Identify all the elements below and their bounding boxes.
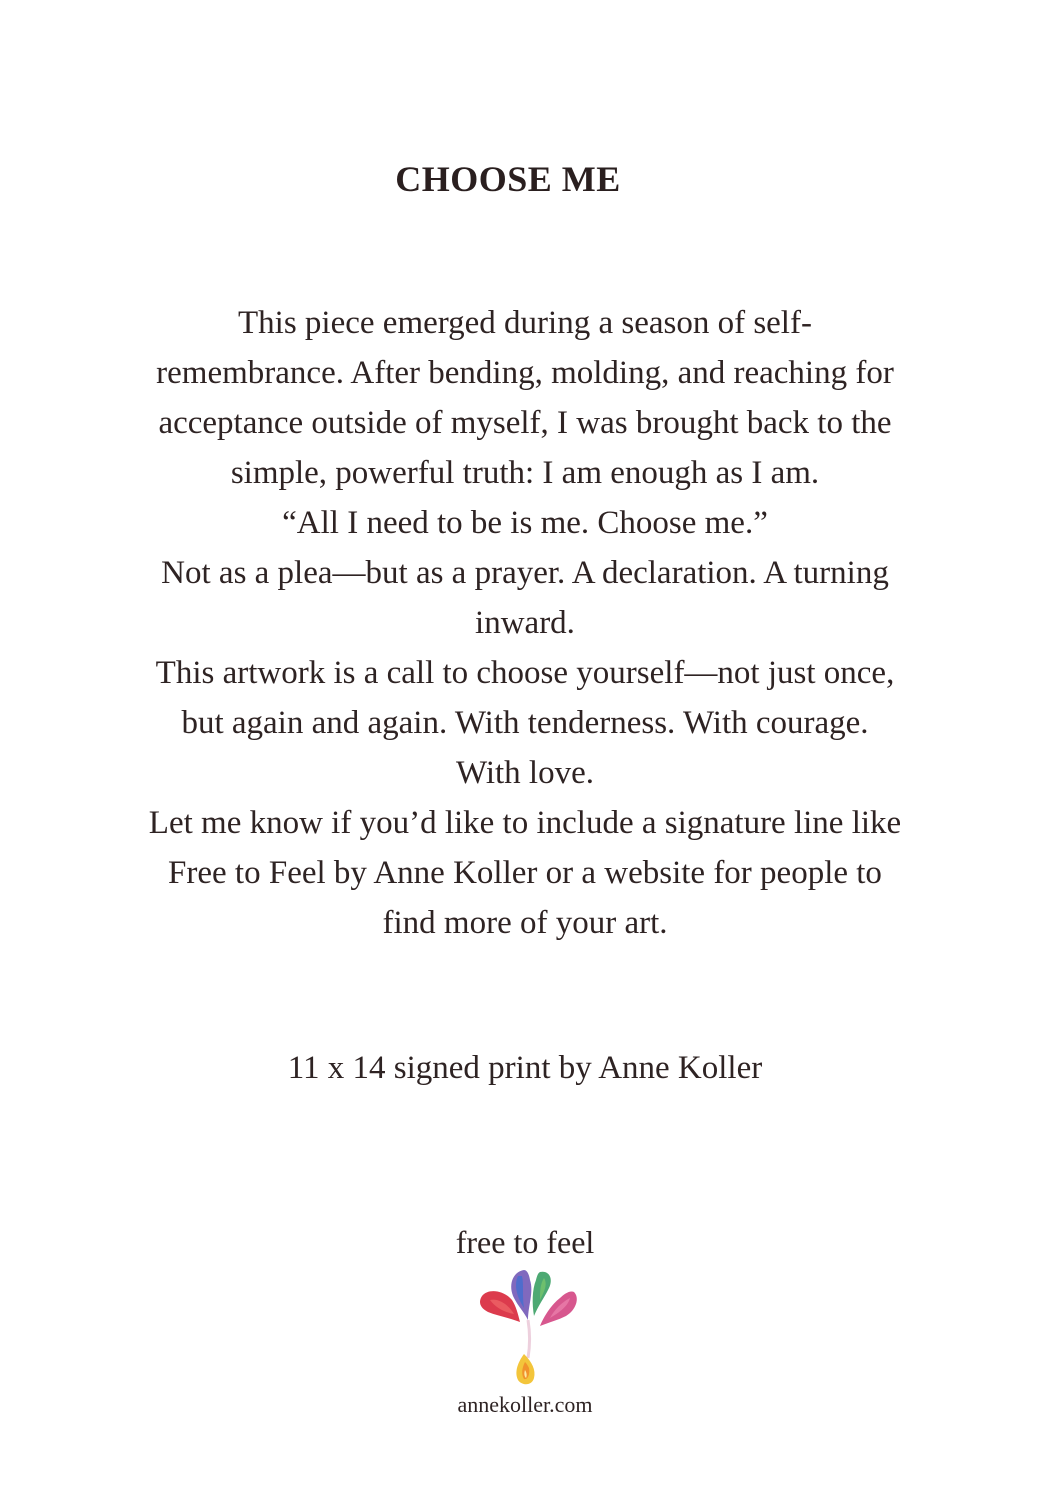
description-line: but again and again. With tenderness. With courage. (181, 705, 869, 741)
description-line: With love. (456, 755, 594, 791)
painted-flower-logo-icon (474, 1262, 584, 1392)
description-line: find more of your art. (382, 905, 668, 941)
description-line: simple, powerful truth: I am enough as I am. (230, 455, 820, 491)
description-line: acceptance outside of myself, I was brought back to the (158, 405, 892, 441)
description-line: Not as a plea—but as a prayer. A declaration. A turning (161, 555, 889, 591)
description-line: This piece emerged during a season of self- (238, 305, 812, 341)
page-title: CHOOSE ME (395, 159, 621, 199)
description-line: Free to Feel by Anne Koller or a website for people to (168, 855, 882, 891)
print-info: 11 x 14 signed print by Anne Koller (287, 1050, 763, 1086)
description-line: remembrance. After bending, molding, and reaching for (156, 355, 894, 391)
website-link[interactable]: annekoller.com (457, 1392, 593, 1417)
description-line: inward. (475, 605, 575, 641)
description-line: Let me know if you’d like to include a signature line like (148, 805, 902, 841)
description-line: “All I need to be is me. Choose me.” (282, 505, 768, 541)
description-text (100, 298, 950, 948)
brand-name: free to feel (455, 1224, 595, 1260)
description-line: This artwork is a call to choose yourself—not just once, (155, 655, 895, 691)
